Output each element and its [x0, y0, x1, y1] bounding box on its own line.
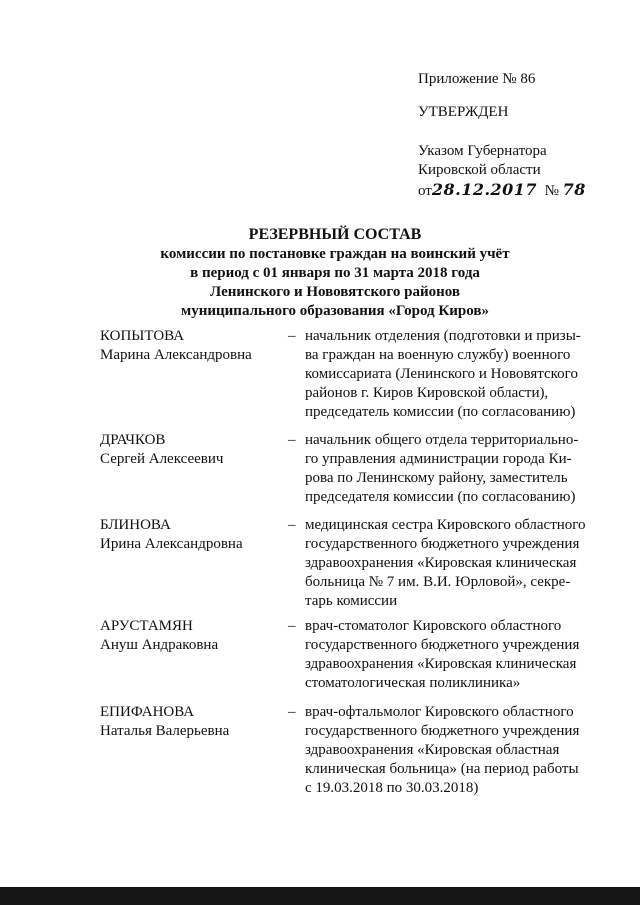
member-name [100, 516, 275, 554]
role-line: врач-стоматолог Кировского областного [305, 618, 562, 634]
role-line: государственного бюджетного учреждения [305, 536, 580, 552]
member-dash: – [288, 432, 296, 448]
handwritten-number: 78 [562, 180, 586, 199]
member-dash: – [288, 618, 296, 634]
member-given-name: Сергей Алексеевич [100, 451, 224, 467]
title-line-2: комиссии по постановке граждан на воинский учёт [160, 246, 510, 262]
member-role [305, 431, 590, 507]
member-dash: – [288, 328, 296, 344]
appendix-number: Приложение № 86 [418, 71, 536, 87]
member-given-name: Марина Александровна [100, 347, 252, 363]
role-line: государственного бюджетного учреждения [305, 723, 580, 739]
decree-line-1: Указом Губернатора [418, 143, 547, 159]
role-line: начальник отделения (подготовки и призы- [305, 328, 581, 344]
document-title [0, 225, 640, 321]
member-given-name: Наталья Валерьевна [100, 723, 230, 739]
member-name [100, 703, 275, 741]
title-line-3: в период с 01 января по 31 марта 2018 года [190, 265, 480, 281]
member-dash: – [288, 517, 296, 533]
number-prefix: № [544, 183, 559, 199]
role-line: комиссариата (Ленинского и Нововятского [305, 366, 578, 382]
role-line: районов г. Киров Кировской области), [305, 385, 549, 401]
role-line: рова по Ленинскому району, заместитель [305, 470, 568, 486]
member-surname: АРУСТАМЯН [100, 618, 193, 634]
role-line: председателя комиссии (по согласованию) [305, 489, 576, 505]
role-line: здравоохранения «Кировская клиническая [305, 656, 577, 672]
role-line: тарь комиссии [305, 593, 398, 609]
member-surname: БЛИНОВА [100, 517, 171, 533]
member-surname: ЕПИФАНОВА [100, 704, 195, 720]
role-line: с 19.03.2018 по 30.03.2018) [305, 780, 479, 796]
approved-label: УТВЕРЖДЕН [418, 104, 509, 120]
handwritten-date: 28.12.2017 [431, 180, 538, 199]
member-role [305, 327, 590, 422]
role-line: ва граждан на военную службу) военного [305, 347, 571, 363]
role-line: начальник общего отдела территориально- [305, 432, 579, 448]
decree-line-2: Кировской области [418, 162, 541, 178]
member-dash: – [288, 704, 296, 720]
role-line: председатель комиссии (по согласованию) [305, 404, 576, 420]
title-main: РЕЗЕРВНЫЙ СОСТАВ [248, 226, 422, 243]
role-line: государственного бюджетного учреждения [305, 637, 580, 653]
role-line: го управления администрации города Ки- [305, 451, 572, 467]
scan-bottom-edge [0, 887, 640, 905]
member-surname: КОПЫТОВА [100, 328, 185, 344]
member-role [305, 516, 590, 611]
member-given-name: Ирина Александровна [100, 536, 243, 552]
date-prefix: от [418, 183, 432, 199]
member-name [100, 327, 275, 365]
role-line: здравоохранения «Кировская клиническая [305, 555, 577, 571]
role-line: здравоохранения «Кировская областная [305, 742, 560, 758]
member-given-name: Ануш Андраковна [100, 637, 219, 653]
role-line: больница № 7 им. В.И. Юрловой», секре- [305, 574, 571, 590]
member-role [305, 703, 590, 798]
decree-date-line [418, 180, 586, 201]
member-surname: ДРАЧКОВ [100, 432, 166, 448]
role-line: стоматологическая поликлиника» [305, 675, 521, 691]
member-role [305, 617, 590, 693]
role-line: врач-офтальмолог Кировского областного [305, 704, 574, 720]
approval-block [418, 70, 586, 201]
title-line-4: Ленинского и Нововятского районов [210, 284, 460, 300]
member-name [100, 617, 275, 655]
title-line-5: муниципального образования «Город Киров» [181, 303, 489, 319]
role-line: медицинская сестра Кировского областного [305, 517, 586, 533]
member-name [100, 431, 275, 469]
role-line: клиническая больница» (на период работы [305, 761, 579, 777]
